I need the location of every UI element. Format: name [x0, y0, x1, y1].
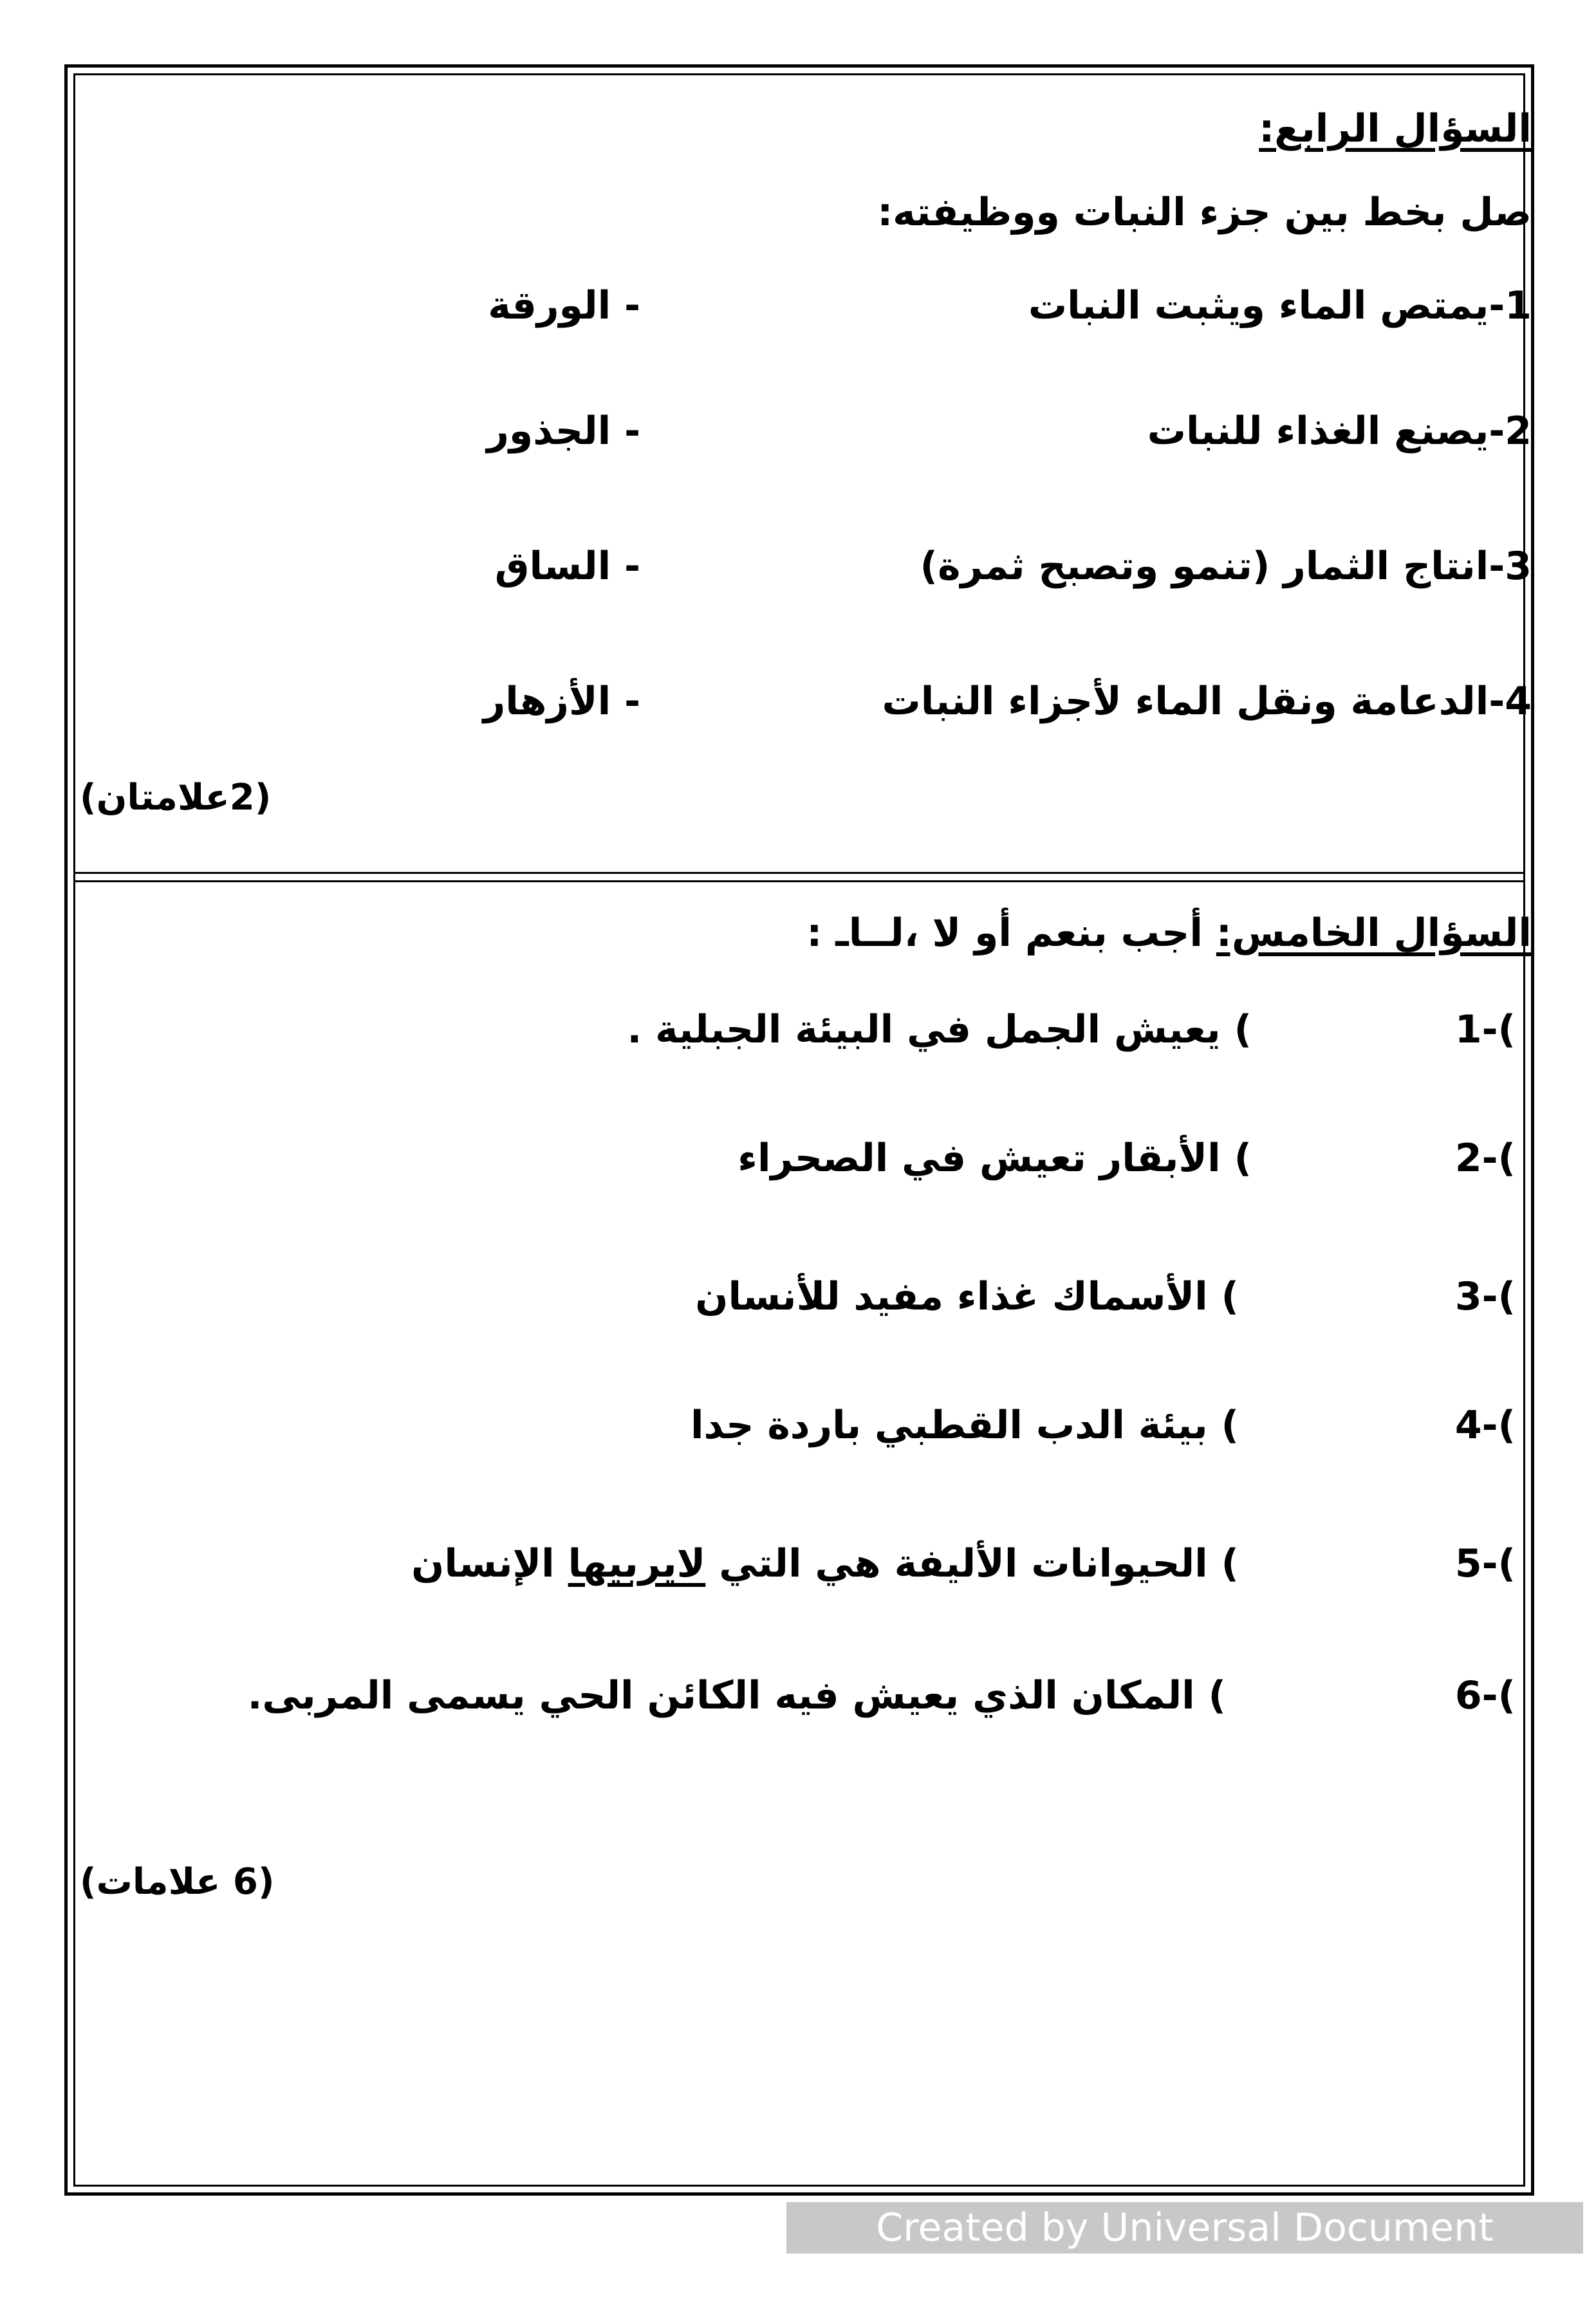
q5-item-underlined-word: لايربيها: [568, 1541, 706, 1586]
q5-item-text-end: الإنسان: [411, 1541, 568, 1586]
q4-part-1: - الورقة: [488, 283, 640, 328]
q5-title: السؤال الخامس:: [1216, 911, 1532, 956]
answer-close-paren: ): [1221, 1274, 1239, 1319]
answer-close-paren: ): [1221, 1541, 1239, 1586]
q5-item-number: 5-(: [1454, 1541, 1516, 1586]
converter-watermark: Created by Universal Document Converter: [786, 2202, 1583, 2254]
q5-item-statement: [411, 1538, 1239, 1589]
q5-item-text: بيئة الدب القطبي باردة جدا: [690, 1403, 1208, 1448]
q4-instruction: صل بخط بين جزء النبات ووظيفته:: [877, 190, 1532, 235]
q4-function-4: 4-الدعامة ونقل الماء لأجزاء النبات: [882, 679, 1532, 724]
q5-header: [806, 907, 1532, 959]
q5-item-statement: [248, 1670, 1226, 1721]
q4-function-3: 3-انتاج الثمار (تنمو وتصبح ثمرة): [920, 544, 1532, 589]
q5-item-number: 4-(: [1454, 1403, 1516, 1448]
q4-title: السؤال الرابع:: [1259, 106, 1532, 151]
q5-item-statement: [695, 1271, 1239, 1322]
answer-close-paren: ): [1234, 1007, 1252, 1052]
q4-function-1: 1-يمتص الماء ويثبت النبات: [1028, 283, 1532, 328]
q4-part-3: - الساق: [494, 544, 640, 589]
q5-item-number: 2-(: [1454, 1136, 1516, 1181]
q5-item-statement: [627, 1004, 1252, 1055]
q5-item-text: يعيش الجمل في البيئة الجبلية .: [627, 1007, 1221, 1052]
q5-item-statement: [691, 1400, 1239, 1451]
q4-marks: (2علامتان): [80, 777, 272, 819]
q4-part-2: - الجذور: [487, 409, 640, 454]
q5-marks: (6 علامات): [80, 1861, 275, 1903]
q5-item-number: 3-(: [1454, 1274, 1516, 1319]
q5-item-statement: [738, 1133, 1252, 1184]
page-border-inner: [73, 73, 1525, 2187]
section-divider-inner: [73, 880, 1525, 882]
section-divider: [73, 872, 1525, 874]
q4-function-2: 2-يصنع الغذاء للنبات: [1147, 409, 1532, 454]
q5-instruction: أجب بنعم أو لا ،لــاـ :: [806, 911, 1216, 956]
q5-item-number: 1-(: [1454, 1007, 1516, 1052]
answer-close-paren: ): [1234, 1136, 1252, 1181]
q4-part-4: - الأزهار: [483, 679, 640, 724]
answer-close-paren: ): [1221, 1403, 1239, 1448]
q5-item-text: المكان الذي يعيش فيه الكائن الحي يسمى المربى.: [247, 1673, 1195, 1718]
answer-close-paren: ): [1208, 1673, 1226, 1718]
q5-item-text: الأسماك غذاء مفيد للأنسان: [695, 1274, 1208, 1319]
q5-item-number: 6-(: [1454, 1673, 1516, 1718]
q5-item-text: الحيوانات الأليفة هي التي: [705, 1541, 1208, 1586]
q5-item-text: الأبقار تعيش في الصحراء: [738, 1136, 1221, 1181]
